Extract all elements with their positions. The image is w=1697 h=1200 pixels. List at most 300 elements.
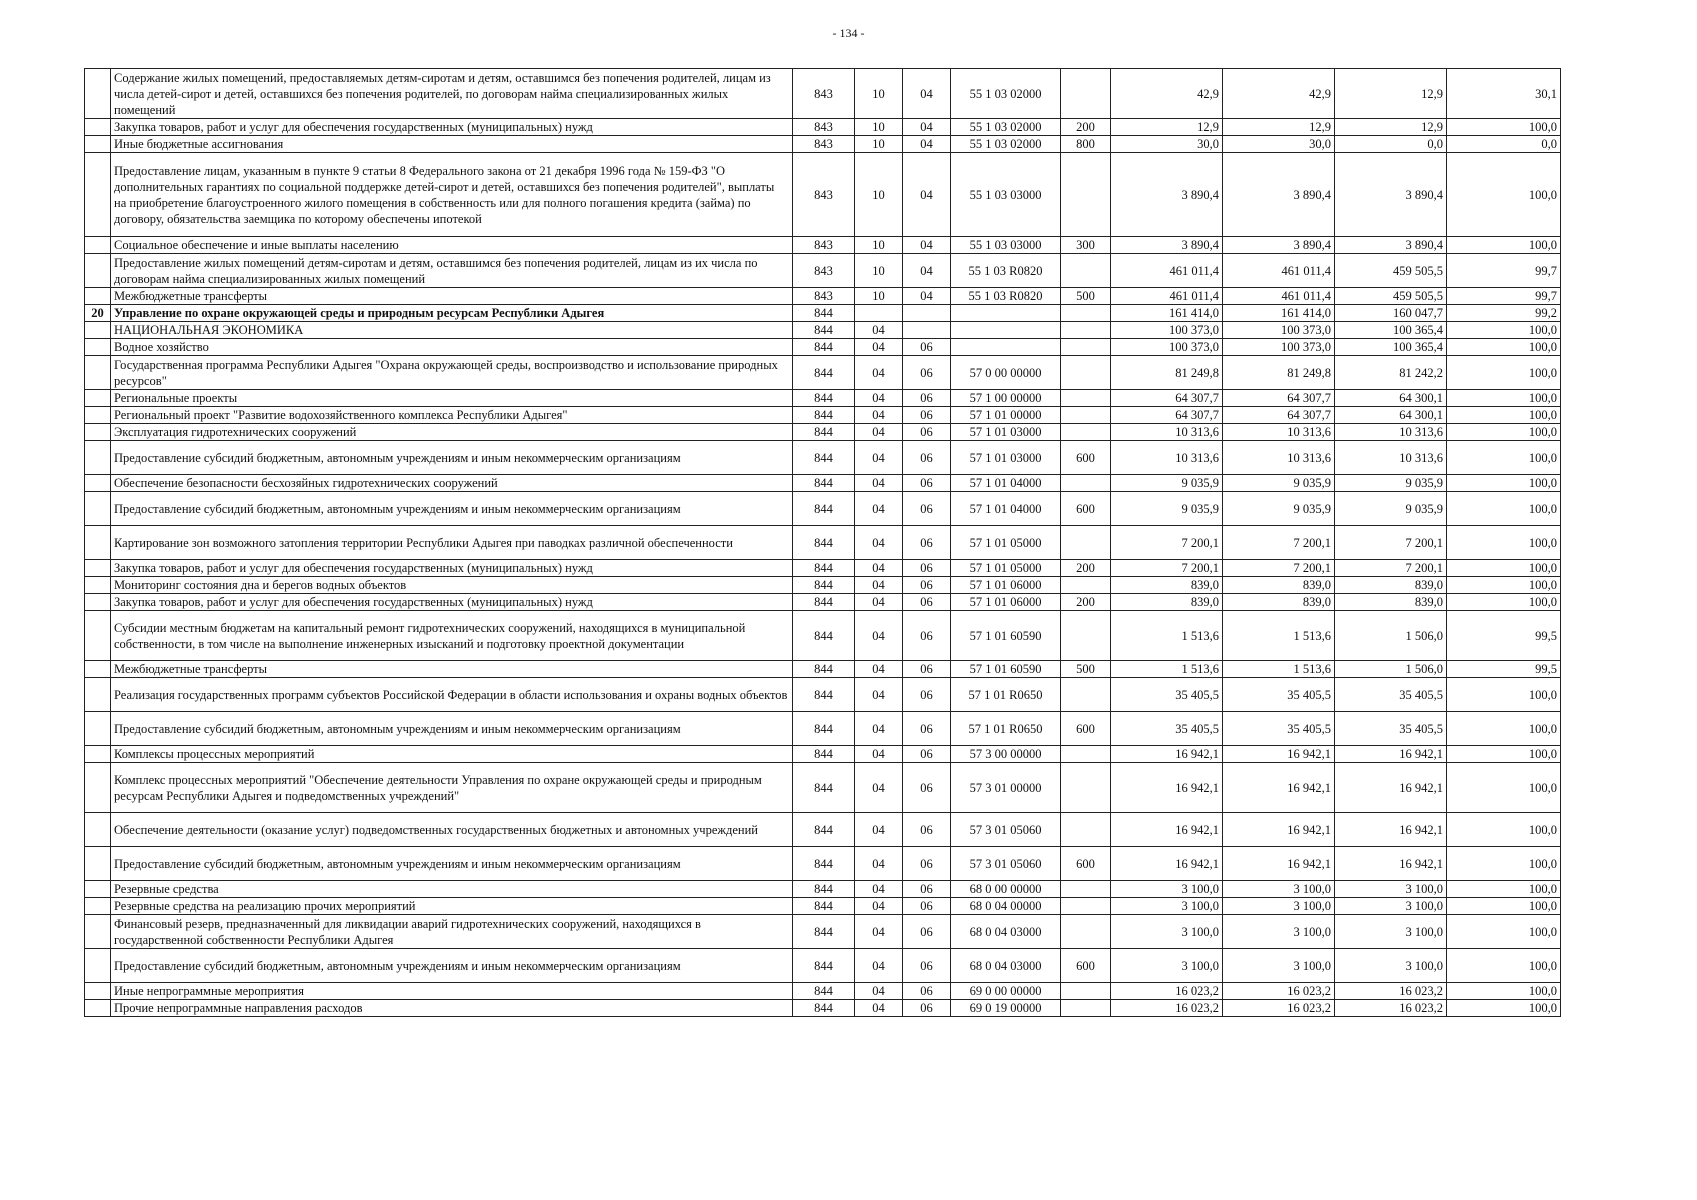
execution-percent-cell: 100,0	[1447, 813, 1561, 847]
amount-approved-cell: 100 373,0	[1111, 339, 1223, 356]
table-row	[85, 560, 1561, 577]
row-number-cell	[85, 813, 111, 847]
subsection-code-cell: 06	[903, 407, 951, 424]
target-article-cell: 68 0 00 00000	[951, 881, 1061, 898]
expense-type-cell	[1061, 611, 1111, 661]
target-article-cell: 57 3 01 00000	[951, 763, 1061, 813]
expense-type-cell	[1061, 254, 1111, 288]
item-name-cell: Предоставление лицам, указанным в пункте 9 статьи 8 Федерального закона от 21 декабря 1996 года № 159-ФЗ "О дополнительных гарантиях по социальной поддержке детей-сирот и детей, оставшихся без попечения родителей", выплаты на приобретение благоустроенного жилого помещения в собственность или для полного погашения кредита (займа) по договору, обязательства заемщика по которому обеспечены ипотекой	[111, 153, 793, 237]
table-row	[85, 813, 1561, 847]
section-code-cell: 04	[855, 881, 903, 898]
section-code-cell: 04	[855, 475, 903, 492]
row-number-cell	[85, 611, 111, 661]
item-name-cell: Межбюджетные трансферты	[111, 288, 793, 305]
execution-percent-cell: 99,7	[1447, 288, 1561, 305]
amount-planned-cell: 461 011,4	[1223, 288, 1335, 305]
item-name-cell: Предоставление субсидий бюджетным, автономным учреждениям и иным некоммерческим организациям	[111, 847, 793, 881]
row-number-cell	[85, 594, 111, 611]
item-name-cell: Резервные средства	[111, 881, 793, 898]
execution-percent-cell: 100,0	[1447, 526, 1561, 560]
target-article-cell: 57 1 01 00000	[951, 407, 1061, 424]
table-row	[85, 407, 1561, 424]
expense-type-cell: 300	[1061, 237, 1111, 254]
item-name-cell: Прочие непрограммные направления расходов	[111, 1000, 793, 1017]
amount-planned-cell: 35 405,5	[1223, 678, 1335, 712]
section-code-cell: 10	[855, 237, 903, 254]
item-name-cell: Предоставление субсидий бюджетным, автономным учреждениям и иным некоммерческим организациям	[111, 441, 793, 475]
target-article-cell: 68 0 04 03000	[951, 915, 1061, 949]
execution-percent-cell: 0,0	[1447, 136, 1561, 153]
execution-percent-cell: 99,2	[1447, 305, 1561, 322]
table-row	[85, 763, 1561, 813]
table-row	[85, 881, 1561, 898]
item-name-cell: Региональный проект "Развитие водохозяйственного комплекса Республики Адыгея"	[111, 407, 793, 424]
page-number: - 134 -	[832, 26, 865, 40]
expense-type-cell: 200	[1061, 594, 1111, 611]
target-article-cell: 57 1 01 04000	[951, 475, 1061, 492]
subsection-code-cell: 06	[903, 339, 951, 356]
expense-type-cell: 600	[1061, 847, 1111, 881]
row-number-cell	[85, 390, 111, 407]
amount-executed-cell: 3 100,0	[1335, 915, 1447, 949]
row-number-cell	[85, 356, 111, 390]
execution-percent-cell: 100,0	[1447, 678, 1561, 712]
target-article-cell: 69 0 00 00000	[951, 983, 1061, 1000]
row-number-cell	[85, 254, 111, 288]
amount-executed-cell: 839,0	[1335, 577, 1447, 594]
section-code-cell: 04	[855, 763, 903, 813]
item-name-cell: Иные непрограммные мероприятия	[111, 983, 793, 1000]
item-name-cell: Комплекс процессных мероприятий "Обеспечение деятельности Управления по охране окружающей среды и природным ресурсам Республики Адыгея и подведомственных учреждений"	[111, 763, 793, 813]
section-code-cell: 04	[855, 560, 903, 577]
table-row	[85, 915, 1561, 949]
amount-approved-cell: 9 035,9	[1111, 475, 1223, 492]
expense-type-cell	[1061, 577, 1111, 594]
table-row	[85, 237, 1561, 254]
execution-percent-cell: 100,0	[1447, 915, 1561, 949]
target-article-cell: 55 1 03 03000	[951, 153, 1061, 237]
ministry-code-cell: 843	[793, 237, 855, 254]
item-name-cell: Закупка товаров, работ и услуг для обеспечения государственных (муниципальных) нужд	[111, 560, 793, 577]
subsection-code-cell: 06	[903, 678, 951, 712]
expense-type-cell	[1061, 475, 1111, 492]
item-name-cell: Социальное обеспечение и иные выплаты населению	[111, 237, 793, 254]
item-name-cell: Закупка товаров, работ и услуг для обеспечения государственных (муниципальных) нужд	[111, 119, 793, 136]
table-body	[85, 69, 1561, 1017]
ministry-code-cell: 844	[793, 763, 855, 813]
subsection-code-cell: 06	[903, 661, 951, 678]
amount-executed-cell: 100 365,4	[1335, 322, 1447, 339]
target-article-cell: 68 0 04 00000	[951, 898, 1061, 915]
table-row	[85, 119, 1561, 136]
table-row	[85, 339, 1561, 356]
amount-executed-cell: 12,9	[1335, 119, 1447, 136]
amount-executed-cell: 3 890,4	[1335, 237, 1447, 254]
expense-type-cell: 200	[1061, 119, 1111, 136]
subsection-code-cell: 04	[903, 237, 951, 254]
amount-planned-cell: 10 313,6	[1223, 424, 1335, 441]
expense-type-cell	[1061, 898, 1111, 915]
item-name-cell: Предоставление субсидий бюджетным, автономным учреждениям и иным некоммерческим организациям	[111, 712, 793, 746]
amount-approved-cell: 1 513,6	[1111, 661, 1223, 678]
amount-approved-cell: 3 890,4	[1111, 237, 1223, 254]
item-name-cell: Финансовый резерв, предназначенный для ликвидации аварий гидротехнических сооружений, находящихся в государственной собственности Республики Адыгея	[111, 915, 793, 949]
ministry-code-cell: 844	[793, 712, 855, 746]
expense-type-cell	[1061, 356, 1111, 390]
execution-percent-cell: 99,5	[1447, 611, 1561, 661]
table-row	[85, 661, 1561, 678]
amount-approved-cell: 10 313,6	[1111, 424, 1223, 441]
amount-planned-cell: 461 011,4	[1223, 254, 1335, 288]
subsection-code-cell: 06	[903, 881, 951, 898]
row-number-cell	[85, 915, 111, 949]
subsection-code-cell: 06	[903, 898, 951, 915]
amount-executed-cell: 3 100,0	[1335, 881, 1447, 898]
row-number-cell	[85, 322, 111, 339]
amount-approved-cell: 3 100,0	[1111, 881, 1223, 898]
item-name-cell: Резервные средства на реализацию прочих мероприятий	[111, 898, 793, 915]
table-row	[85, 153, 1561, 237]
section-code-cell: 04	[855, 424, 903, 441]
ministry-code-cell: 844	[793, 678, 855, 712]
expense-type-cell	[1061, 407, 1111, 424]
amount-planned-cell: 3 100,0	[1223, 915, 1335, 949]
amount-approved-cell: 1 513,6	[1111, 611, 1223, 661]
expense-type-cell: 500	[1061, 288, 1111, 305]
section-code-cell: 04	[855, 390, 903, 407]
ministry-code-cell: 844	[793, 356, 855, 390]
table-row	[85, 594, 1561, 611]
item-name-cell: Субсидии местным бюджетам на капитальный ремонт гидротехнических сооружений, находящихся в муниципальной собственности, в том числе на выполнение инженерных изысканий и подготовку проектной документации	[111, 611, 793, 661]
amount-planned-cell: 7 200,1	[1223, 526, 1335, 560]
row-number-cell	[85, 288, 111, 305]
amount-executed-cell: 81 242,2	[1335, 356, 1447, 390]
amount-planned-cell: 16 023,2	[1223, 1000, 1335, 1017]
amount-planned-cell: 9 035,9	[1223, 475, 1335, 492]
subsection-code-cell: 06	[903, 560, 951, 577]
item-name-cell: Государственная программа Республики Адыгея "Охрана окружающей среды, воспроизводство и использование природных ресурсов"	[111, 356, 793, 390]
expense-type-cell	[1061, 69, 1111, 119]
expense-type-cell: 600	[1061, 949, 1111, 983]
execution-percent-cell: 100,0	[1447, 492, 1561, 526]
section-code-cell: 04	[855, 611, 903, 661]
item-name-cell: Содержание жилых помещений, предоставляемых детям-сиротам и детям, оставшимся без попечения родителей, лицам из числа детей-сирот и детей, оставшихся без попечения родителей, по договорам найма специализированных жилых помещений	[111, 69, 793, 119]
amount-approved-cell: 16 942,1	[1111, 746, 1223, 763]
amount-planned-cell: 42,9	[1223, 69, 1335, 119]
section-code-cell: 04	[855, 847, 903, 881]
section-code-cell: 04	[855, 678, 903, 712]
target-article-cell: 55 1 03 02000	[951, 119, 1061, 136]
item-name-cell: Предоставление жилых помещений детям-сиротам и детям, оставшимся без попечения родителей, лицам из их числа по договорам найма специализированных жилых помещений	[111, 254, 793, 288]
ministry-code-cell: 844	[793, 1000, 855, 1017]
ministry-code-cell: 844	[793, 881, 855, 898]
subsection-code-cell: 06	[903, 356, 951, 390]
subsection-code-cell: 04	[903, 254, 951, 288]
amount-approved-cell: 3 100,0	[1111, 898, 1223, 915]
amount-executed-cell: 7 200,1	[1335, 526, 1447, 560]
table-row	[85, 492, 1561, 526]
amount-approved-cell: 7 200,1	[1111, 526, 1223, 560]
table-row	[85, 424, 1561, 441]
amount-planned-cell: 1 513,6	[1223, 611, 1335, 661]
row-number-cell	[85, 763, 111, 813]
row-number-cell	[85, 847, 111, 881]
row-number-cell	[85, 475, 111, 492]
section-code-cell: 04	[855, 356, 903, 390]
table-row	[85, 526, 1561, 560]
target-article-cell: 57 1 01 60590	[951, 661, 1061, 678]
item-name-cell: Управление по охране окружающей среды и природным ресурсам Республики Адыгея	[111, 305, 793, 322]
amount-executed-cell: 16 942,1	[1335, 847, 1447, 881]
section-code-cell: 04	[855, 339, 903, 356]
item-name-cell: Региональные проекты	[111, 390, 793, 407]
amount-planned-cell: 35 405,5	[1223, 712, 1335, 746]
amount-planned-cell: 839,0	[1223, 577, 1335, 594]
subsection-code-cell: 06	[903, 847, 951, 881]
amount-executed-cell: 9 035,9	[1335, 492, 1447, 526]
ministry-code-cell: 844	[793, 949, 855, 983]
table-row	[85, 678, 1561, 712]
subsection-code-cell: 06	[903, 1000, 951, 1017]
amount-approved-cell: 16 023,2	[1111, 1000, 1223, 1017]
execution-percent-cell: 100,0	[1447, 983, 1561, 1000]
execution-percent-cell: 100,0	[1447, 322, 1561, 339]
item-name-cell: Эксплуатация гидротехнических сооружений	[111, 424, 793, 441]
subsection-code-cell: 06	[903, 813, 951, 847]
table-row	[85, 475, 1561, 492]
amount-planned-cell: 16 023,2	[1223, 983, 1335, 1000]
execution-percent-cell: 30,1	[1447, 69, 1561, 119]
ministry-code-cell: 844	[793, 305, 855, 322]
section-code-cell: 04	[855, 441, 903, 475]
amount-approved-cell: 42,9	[1111, 69, 1223, 119]
section-code-cell: 10	[855, 254, 903, 288]
target-article-cell: 57 1 01 06000	[951, 594, 1061, 611]
row-number-cell	[85, 119, 111, 136]
target-article-cell: 57 0 00 00000	[951, 356, 1061, 390]
amount-planned-cell: 16 942,1	[1223, 813, 1335, 847]
execution-percent-cell: 99,7	[1447, 254, 1561, 288]
target-article-cell: 57 3 01 05060	[951, 813, 1061, 847]
execution-percent-cell: 100,0	[1447, 898, 1561, 915]
execution-percent-cell: 100,0	[1447, 407, 1561, 424]
amount-approved-cell: 9 035,9	[1111, 492, 1223, 526]
amount-planned-cell: 64 307,7	[1223, 407, 1335, 424]
section-code-cell: 10	[855, 153, 903, 237]
target-article-cell: 57 3 00 00000	[951, 746, 1061, 763]
amount-planned-cell: 100 373,0	[1223, 322, 1335, 339]
amount-approved-cell: 35 405,5	[1111, 712, 1223, 746]
row-number-cell	[85, 678, 111, 712]
table-row	[85, 69, 1561, 119]
row-number-cell	[85, 949, 111, 983]
table-row	[85, 1000, 1561, 1017]
target-article-cell: 57 1 01 03000	[951, 424, 1061, 441]
execution-percent-cell: 100,0	[1447, 746, 1561, 763]
section-code-cell	[855, 305, 903, 322]
subsection-code-cell: 06	[903, 526, 951, 560]
amount-executed-cell: 16 023,2	[1335, 1000, 1447, 1017]
subsection-code-cell: 06	[903, 424, 951, 441]
section-code-cell: 04	[855, 949, 903, 983]
expense-type-cell	[1061, 305, 1111, 322]
expense-type-cell: 200	[1061, 560, 1111, 577]
expense-type-cell	[1061, 390, 1111, 407]
section-code-cell: 10	[855, 288, 903, 305]
row-number-cell	[85, 661, 111, 678]
table-row	[85, 983, 1561, 1000]
amount-planned-cell: 16 942,1	[1223, 847, 1335, 881]
section-code-cell: 04	[855, 577, 903, 594]
amount-executed-cell: 839,0	[1335, 594, 1447, 611]
ministry-code-cell: 844	[793, 322, 855, 339]
table-row	[85, 898, 1561, 915]
subsection-code-cell: 06	[903, 441, 951, 475]
amount-executed-cell: 10 313,6	[1335, 441, 1447, 475]
execution-percent-cell: 100,0	[1447, 949, 1561, 983]
subsection-code-cell: 06	[903, 983, 951, 1000]
expense-type-cell	[1061, 322, 1111, 339]
amount-executed-cell: 16 023,2	[1335, 983, 1447, 1000]
table-row	[85, 356, 1561, 390]
target-article-cell: 57 1 00 00000	[951, 390, 1061, 407]
row-number-cell	[85, 407, 111, 424]
target-article-cell: 68 0 04 03000	[951, 949, 1061, 983]
amount-executed-cell: 64 300,1	[1335, 407, 1447, 424]
row-number-cell	[85, 237, 111, 254]
amount-approved-cell: 64 307,7	[1111, 407, 1223, 424]
ministry-code-cell: 844	[793, 746, 855, 763]
amount-planned-cell: 30,0	[1223, 136, 1335, 153]
ministry-code-cell: 843	[793, 254, 855, 288]
row-number-cell: 20	[85, 305, 111, 322]
expense-type-cell: 500	[1061, 661, 1111, 678]
section-code-cell: 04	[855, 898, 903, 915]
amount-executed-cell: 7 200,1	[1335, 560, 1447, 577]
table-row	[85, 254, 1561, 288]
target-article-cell: 57 3 01 05060	[951, 847, 1061, 881]
section-code-cell: 04	[855, 407, 903, 424]
ministry-code-cell: 844	[793, 441, 855, 475]
execution-percent-cell: 100,0	[1447, 847, 1561, 881]
target-article-cell: 57 1 01 R0650	[951, 712, 1061, 746]
execution-percent-cell: 100,0	[1447, 441, 1561, 475]
amount-executed-cell: 16 942,1	[1335, 813, 1447, 847]
amount-executed-cell: 1 506,0	[1335, 611, 1447, 661]
subsection-code-cell: 06	[903, 611, 951, 661]
subsection-code-cell: 06	[903, 763, 951, 813]
amount-planned-cell: 100 373,0	[1223, 339, 1335, 356]
ministry-code-cell: 843	[793, 288, 855, 305]
execution-percent-cell: 100,0	[1447, 881, 1561, 898]
row-number-cell	[85, 339, 111, 356]
expense-type-cell	[1061, 339, 1111, 356]
row-number-cell	[85, 746, 111, 763]
amount-planned-cell: 16 942,1	[1223, 746, 1335, 763]
target-article-cell: 57 1 01 03000	[951, 441, 1061, 475]
ministry-code-cell: 844	[793, 390, 855, 407]
amount-executed-cell: 10 313,6	[1335, 424, 1447, 441]
row-number-cell	[85, 526, 111, 560]
amount-approved-cell: 839,0	[1111, 577, 1223, 594]
ministry-code-cell: 844	[793, 407, 855, 424]
execution-percent-cell: 100,0	[1447, 577, 1561, 594]
row-number-cell	[85, 69, 111, 119]
target-article-cell: 57 1 01 05000	[951, 526, 1061, 560]
table-row	[85, 577, 1561, 594]
section-code-cell: 04	[855, 594, 903, 611]
subsection-code-cell	[903, 305, 951, 322]
item-name-cell: Закупка товаров, работ и услуг для обеспечения государственных (муниципальных) нужд	[111, 594, 793, 611]
amount-executed-cell: 459 505,5	[1335, 288, 1447, 305]
amount-approved-cell: 30,0	[1111, 136, 1223, 153]
item-name-cell: Предоставление субсидий бюджетным, автономным учреждениям и иным некоммерческим организациям	[111, 949, 793, 983]
expense-type-cell	[1061, 746, 1111, 763]
subsection-code-cell: 04	[903, 288, 951, 305]
amount-planned-cell: 3 890,4	[1223, 153, 1335, 237]
ministry-code-cell: 844	[793, 983, 855, 1000]
row-number-cell	[85, 1000, 111, 1017]
item-name-cell: Предоставление субсидий бюджетным, автономным учреждениям и иным некоммерческим организациям	[111, 492, 793, 526]
row-number-cell	[85, 492, 111, 526]
ministry-code-cell: 844	[793, 611, 855, 661]
amount-executed-cell: 64 300,1	[1335, 390, 1447, 407]
table-row	[85, 712, 1561, 746]
ministry-code-cell: 844	[793, 492, 855, 526]
section-code-cell: 04	[855, 712, 903, 746]
execution-percent-cell: 100,0	[1447, 712, 1561, 746]
amount-approved-cell: 35 405,5	[1111, 678, 1223, 712]
section-code-cell: 04	[855, 915, 903, 949]
amount-planned-cell: 1 513,6	[1223, 661, 1335, 678]
execution-percent-cell: 100,0	[1447, 560, 1561, 577]
section-code-cell: 04	[855, 813, 903, 847]
row-number-cell	[85, 441, 111, 475]
amount-approved-cell: 3 100,0	[1111, 949, 1223, 983]
section-code-cell: 04	[855, 526, 903, 560]
expense-type-cell	[1061, 678, 1111, 712]
amount-planned-cell: 161 414,0	[1223, 305, 1335, 322]
subsection-code-cell: 06	[903, 712, 951, 746]
amount-approved-cell: 16 942,1	[1111, 763, 1223, 813]
execution-percent-cell: 100,0	[1447, 1000, 1561, 1017]
amount-executed-cell: 1 506,0	[1335, 661, 1447, 678]
subsection-code-cell: 06	[903, 746, 951, 763]
target-article-cell: 55 1 03 R0820	[951, 254, 1061, 288]
amount-planned-cell: 16 942,1	[1223, 763, 1335, 813]
expense-type-cell	[1061, 424, 1111, 441]
amount-planned-cell: 9 035,9	[1223, 492, 1335, 526]
target-article-cell: 57 1 01 04000	[951, 492, 1061, 526]
row-number-cell	[85, 881, 111, 898]
section-code-cell: 04	[855, 983, 903, 1000]
section-code-cell: 10	[855, 136, 903, 153]
item-name-cell: Обеспечение безопасности бесхозяйных гидротехнических сооружений	[111, 475, 793, 492]
amount-approved-cell: 100 373,0	[1111, 322, 1223, 339]
target-article-cell: 57 1 01 06000	[951, 577, 1061, 594]
amount-executed-cell: 35 405,5	[1335, 712, 1447, 746]
table-row	[85, 441, 1561, 475]
section-code-cell: 04	[855, 1000, 903, 1017]
amount-planned-cell: 3 890,4	[1223, 237, 1335, 254]
amount-executed-cell: 459 505,5	[1335, 254, 1447, 288]
row-number-cell	[85, 577, 111, 594]
item-name-cell: Межбюджетные трансферты	[111, 661, 793, 678]
expense-type-cell: 800	[1061, 136, 1111, 153]
amount-executed-cell: 16 942,1	[1335, 763, 1447, 813]
amount-executed-cell: 160 047,7	[1335, 305, 1447, 322]
amount-planned-cell: 7 200,1	[1223, 560, 1335, 577]
